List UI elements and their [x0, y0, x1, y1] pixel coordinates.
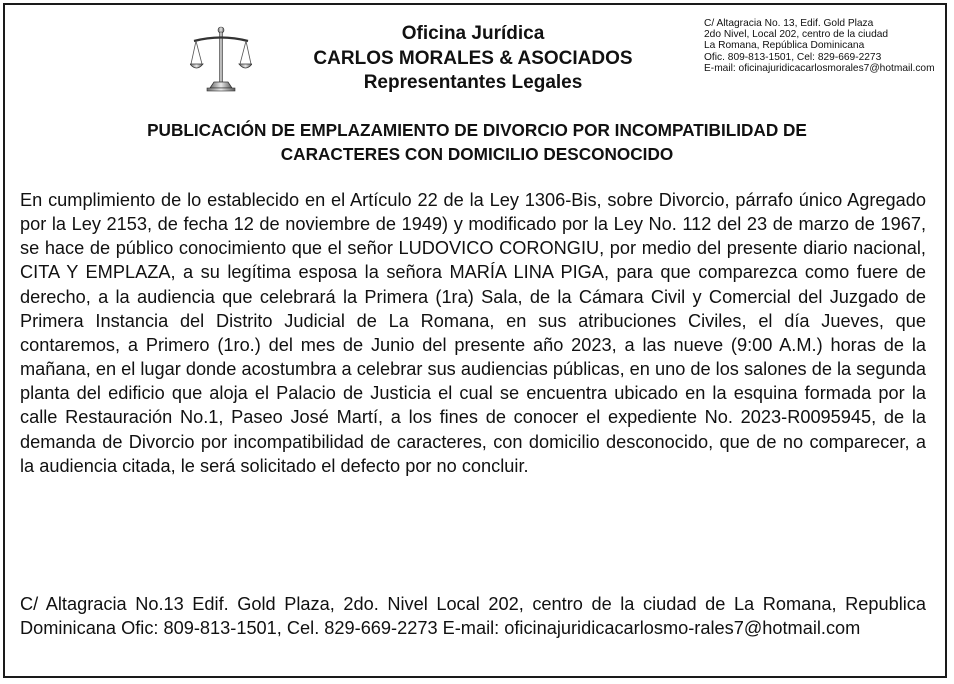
notice-title-line: PUBLICACIÓN DE EMPLAZAMIENTO DE DIVORCIO POR INCOMPATIBILIDAD DE: [147, 120, 807, 140]
notice-body: En cumplimiento de lo establecido en el Artículo 22 de la Ley 1306-Bis, sobre Divorcio, párrafo único Agregado por la Ley 2153, de fecha 12 de noviembre de 1949) y modificado por la Ley No. 112 del 23 de marzo de 1967, se hace de público conocimiento que el señor LUDOVICO CORONGIU, por medio del presente diario nacional, CITA Y EMPLAZA, a su legítima esposa la señora MARÍA LINA PIGA, para que comparezca como fuere de derecho, a la audiencia que celebrará la Primera (1ra) Sala, de la Cámara Civil y Comercial del Juzgado de Primera Instancia del Distrito Judicial de La Romana, en sus atribuciones Civiles, el día Jueves, que contaremos, a Primero (1ro.) del mes de Junio del presente año 2023, a las nueve (9:00 A.M.) horas de la mañana, en el lugar donde acostumbra a celebrar sus audiencias públicas, en uno de los salones de la segunda planta del edificio que aloja el Palacio de Justicia el cual se encuentra ubicado en la esquina formada por la calle Restauración No.1, Paseo José Martí, a los fines de conocer el expediente No. 2023-R0095945, de la demanda de Divorcio por incompatibilidad de caracteres, con domicilio desconocido, que de no comparecer, a la audiencia citada, le será solicitado el defecto por no concluir.: [20, 190, 926, 476]
contact-email-line: E-mail: oficinajuridicacarlosmorales7@hotmail.com: [704, 62, 935, 74]
contact-phone-line: Ofic. 809-813-1501, Cel: 829-669-2273: [704, 51, 882, 63]
notice-footer-address: C/ Altagracia No.13 Edif. Gold Plaza, 2do. Nivel Local 202, centro de la ciudad de La Romana, Republica Dominicana Ofic: 809-813-1501, Cel. 829-669-2273 E-mail: oficinajuridicacarlosmo-rales7@hotmail.com: [20, 594, 926, 639]
notice-title-line: CARACTERES CON DOMICILIO DESCONOCIDO: [280, 144, 674, 164]
contact-address-line: 2do Nivel, Local 202, centro de la ciudad: [704, 29, 889, 41]
notice-title: [20, 118, 934, 166]
office-name: Oficina Jurídica: [401, 23, 545, 44]
firm-name: CARLOS MORALES & ASOCIADOS: [313, 47, 633, 69]
firm-role: Representantes Legales: [363, 72, 583, 93]
contact-block: [704, 18, 948, 74]
contact-address-line: C/ Altagracia No. 13, Edif. Gold Plaza: [704, 18, 874, 29]
letterhead: [280, 22, 666, 96]
scales-of-justice-icon: [190, 26, 252, 92]
contact-address-line: La Romana, República Dominicana: [704, 40, 865, 52]
